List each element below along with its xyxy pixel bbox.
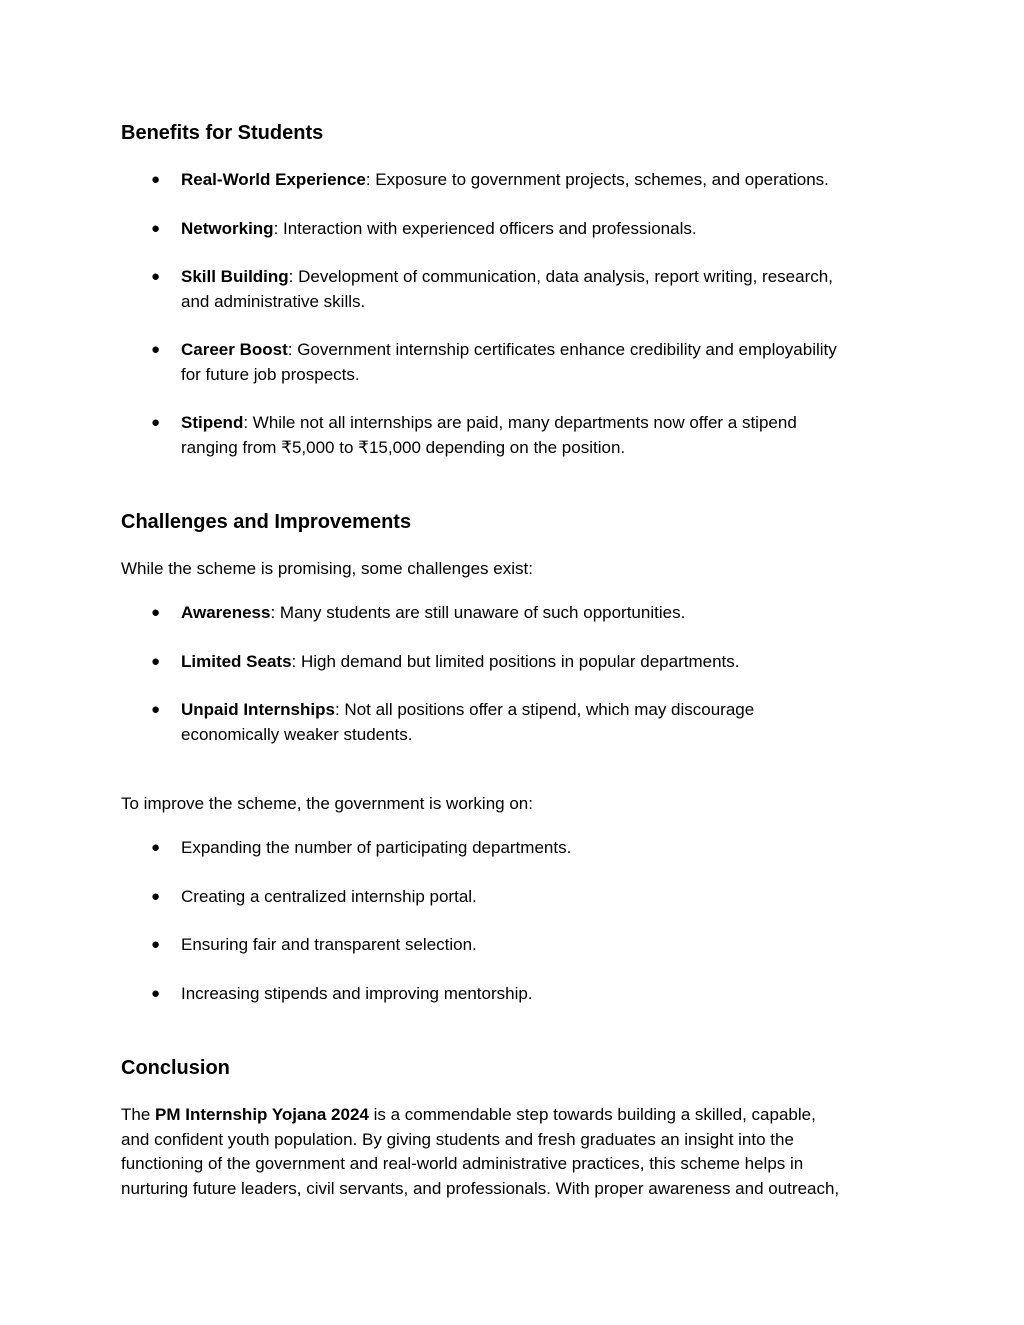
- improvement-text: Expanding the number of participating departments.: [181, 838, 572, 857]
- benefit-text-continued: and administrative skills.: [181, 291, 366, 311]
- challenge-text: : Not all positions offer a stipend, which may discourage: [334, 700, 755, 719]
- bullet-icon: ●: [151, 839, 161, 856]
- benefit-text: : Development of communication, data analysis, report writing, research,: [288, 267, 833, 286]
- benefit-item-career-boost: [151, 338, 837, 387]
- improvement-text: Increasing stipends and improving mentorship.: [181, 984, 533, 1003]
- benefit-text: : Government internship certificates enhance credibility and employability: [287, 340, 837, 359]
- benefit-item-skill-building: [151, 265, 833, 314]
- conclusion-line: and confident youth population. By giving students and fresh graduates an insight into the: [121, 1129, 794, 1149]
- conclusion-line: nurturing future leaders, civil servants, and professionals. With proper awareness and outreach,: [121, 1178, 840, 1198]
- scheme-name: PM Internship Yojana 2024: [155, 1105, 369, 1124]
- improvement-item: [151, 982, 533, 1007]
- improvement-text: Ensuring fair and transparent selection.: [181, 935, 477, 954]
- bullet-icon: ●: [151, 701, 161, 718]
- bullet-icon: ●: [151, 341, 161, 358]
- conclusion-lead: The: [121, 1105, 156, 1124]
- challenge-item-limited-seats: [151, 650, 740, 675]
- challenge-text: : Many students are still unaware of such opportunities.: [270, 603, 686, 622]
- benefit-text-continued: ranging from ₹5,000 to ₹15,000 depending on the position.: [181, 437, 626, 457]
- benefit-term: Stipend: [181, 413, 244, 432]
- improve-intro: To improve the scheme, the government is working on:: [121, 794, 533, 813]
- bullet-icon: ●: [151, 268, 161, 285]
- improvement-item: [151, 836, 572, 861]
- challenge-term: Awareness: [181, 603, 271, 622]
- improvement-text: Creating a centralized internship portal.: [181, 887, 477, 906]
- conclusion-paragraph: [121, 1103, 839, 1201]
- benefits-heading: Benefits for Students: [121, 122, 324, 144]
- bullet-icon: ●: [151, 936, 161, 953]
- benefit-text: : Interaction with experienced officers and professionals.: [273, 219, 697, 238]
- benefit-term: Networking: [181, 219, 274, 238]
- benefit-text-continued: for future job prospects.: [181, 364, 360, 384]
- challenge-text-continued: economically weaker students.: [181, 724, 413, 744]
- challenge-term: Unpaid Internships: [181, 700, 335, 719]
- bullet-icon: ●: [151, 985, 161, 1002]
- benefit-item-real-world: [151, 168, 829, 193]
- challenges-heading: Challenges and Improvements: [121, 511, 412, 533]
- benefit-text: : While not all internships are paid, many departments now offer a stipend: [243, 413, 797, 432]
- benefit-term: Skill Building: [181, 267, 289, 286]
- bullet-icon: ●: [151, 171, 161, 188]
- challenge-text: : High demand but limited positions in popular departments.: [291, 652, 740, 671]
- conclusion-text: is a commendable step towards building a skilled, capable,: [368, 1105, 816, 1124]
- bullet-icon: ●: [151, 604, 161, 621]
- improvement-item: [151, 885, 477, 910]
- challenges-intro: While the scheme is promising, some challenges exist:: [121, 559, 533, 578]
- benefit-item-networking: [151, 217, 697, 242]
- improvement-item: [151, 933, 477, 958]
- conclusion-heading: Conclusion: [121, 1057, 230, 1079]
- benefit-term: Real-World Experience: [181, 170, 366, 189]
- conclusion-line: functioning of the government and real-world administrative practices, this scheme helps in: [121, 1154, 804, 1173]
- challenge-item-unpaid: [151, 698, 755, 747]
- challenge-item-awareness: [151, 601, 686, 626]
- bullet-icon: ●: [151, 414, 161, 431]
- benefit-item-stipend: [151, 411, 797, 460]
- challenge-term: Limited Seats: [181, 652, 292, 671]
- benefit-text: : Exposure to government projects, schemes, and operations.: [365, 170, 829, 189]
- bullet-icon: ●: [151, 653, 161, 670]
- bullet-icon: ●: [151, 220, 161, 237]
- benefit-term: Career Boost: [181, 340, 288, 359]
- bullet-icon: ●: [151, 888, 161, 905]
